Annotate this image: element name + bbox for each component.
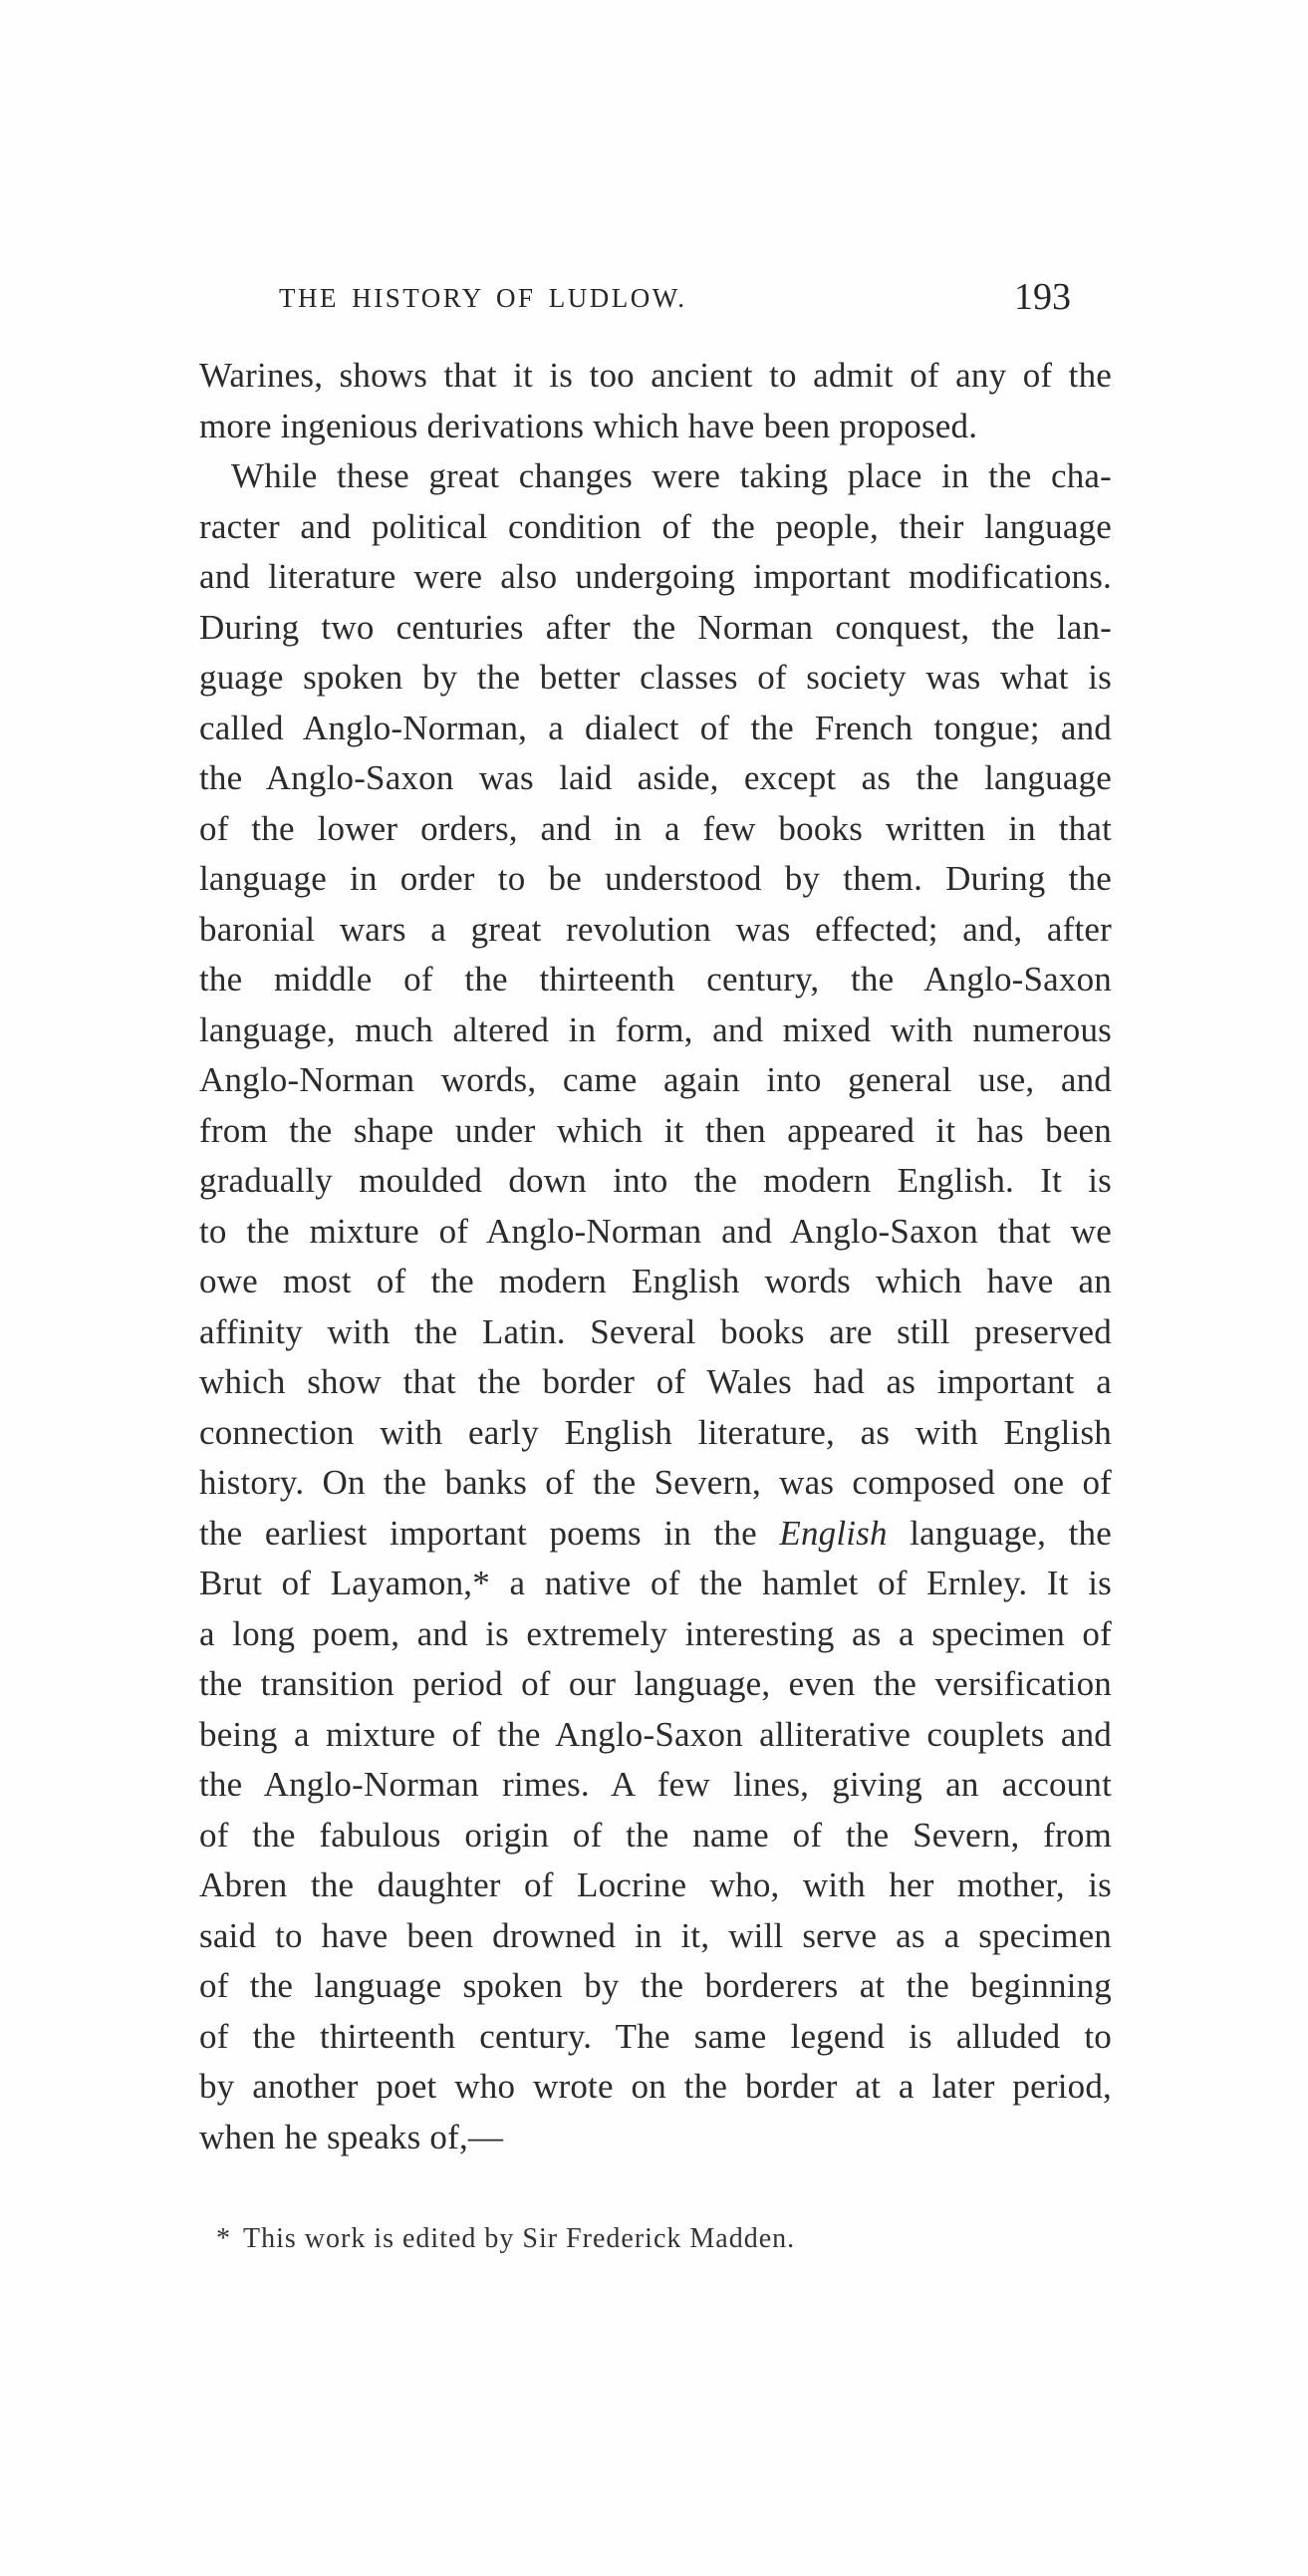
italic-word: English xyxy=(779,1513,888,1553)
text-line: gradually moulded down into the modern English. It is xyxy=(199,1161,1112,1200)
text-line: owe most of the modern English words which have an xyxy=(199,1262,1112,1300)
text-line: language in order to be understood by them. During the xyxy=(199,859,1112,898)
page-header xyxy=(0,276,1308,333)
text-line: of the language spoken by the borderers at the beginning xyxy=(199,1966,1112,2005)
text-line: Abren the daughter of Locrine who, with her mother, is xyxy=(199,1865,1112,1904)
text-line: baronial wars a great revolution was effected; and, after xyxy=(199,909,1112,949)
text-line: Brut of Layamon,* a native of the hamlet of Ernley. It is xyxy=(199,1564,1112,1602)
text-line: connection with early English literature, as with English xyxy=(199,1412,1112,1452)
text-line: of the thirteenth century. The same legend is alluded to xyxy=(199,2016,1112,2056)
text-line: more ingenious derivations which have been proposed. xyxy=(199,406,978,445)
text-line: said to have been drowned in it, will serve as a specimen xyxy=(199,1915,1112,1955)
page-number: 193 xyxy=(1014,276,1071,318)
text-line: guage spoken by the better classes of society was what is xyxy=(199,658,1112,697)
footnote xyxy=(216,2223,1113,2255)
text-line: the Anglo-Saxon was laid aside, except as the language xyxy=(199,758,1112,797)
text-line: to the mixture of Anglo-Norman and Anglo-Saxon that we xyxy=(199,1211,1112,1251)
body-text xyxy=(199,351,1112,2162)
running-head: THE HISTORY OF LUDLOW. xyxy=(279,283,687,313)
text-line: when he speaks of,— xyxy=(199,2117,504,2156)
text-line: by another poet who wrote on the border at a later period, xyxy=(199,2067,1112,2106)
text-line: the earliest important poems in the English language, the xyxy=(199,1513,1112,1553)
text-line: history. On the banks of the Severn, was composed one of xyxy=(199,1463,1112,1502)
text-line: which show that the border of Wales had as important a xyxy=(199,1362,1112,1401)
text-line: affinity with the Latin. Several books are still preserved xyxy=(199,1311,1112,1351)
text-line: the transition period of our language, even the versification xyxy=(199,1664,1112,1703)
paragraph-first-line: While these great changes were taking place in the cha- xyxy=(231,456,1112,495)
text-line: Anglo-Norman words, came again into general use, and xyxy=(199,1060,1112,1099)
text-line: During two centuries after the Norman conquest, the lan- xyxy=(199,607,1112,647)
footnote-text: This work is edited by Sir Frederick Madden. xyxy=(243,2223,796,2254)
text-line: language, much altered in form, and mixed with numerous xyxy=(199,1009,1112,1049)
text-line: of the fabulous origin of the name of the Severn, from xyxy=(199,1815,1112,1855)
text-line: of the lower orders, and in a few books written in that xyxy=(199,808,1112,848)
text-line: a long poem, and is extremely interesting as a specimen of xyxy=(199,1613,1112,1653)
text-line: and literature were also undergoing important modifications. xyxy=(199,557,1112,596)
text-line: called Anglo-Norman, a dialect of the French tongue; and xyxy=(199,708,1112,747)
text-line: Warines, shows that it is too ancient to admit of any of the xyxy=(199,356,1112,395)
text-line: the middle of the thirteenth century, the Anglo-Saxon xyxy=(199,960,1112,999)
text-line: from the shape under which it then appeared it has been xyxy=(199,1110,1112,1150)
text-line: racter and political condition of the people, their language xyxy=(199,506,1112,546)
text-line: the Anglo-Norman rimes. A few lines, giving an account xyxy=(199,1765,1112,1804)
text-line: being a mixture of the Anglo-Saxon alliterative couplets and xyxy=(199,1714,1112,1754)
footnote-mark: * xyxy=(216,2223,231,2254)
